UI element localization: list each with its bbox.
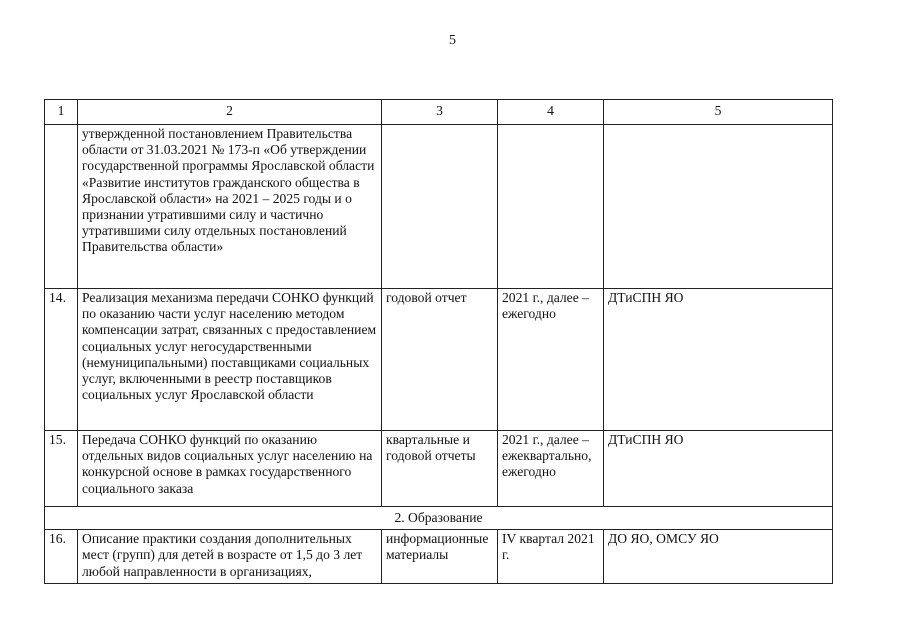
report-form: информационные материалы	[382, 530, 498, 584]
measure-description: Передача СОНКО функций по оказанию отдельных видов социальных услуг населению на конкурсной основе в рамках государственного социального заказа	[78, 431, 382, 507]
measure-description: Описание практики создания дополнительных мест (групп) для детей в возрасте от 1,5 до 3 лет любой направленности в организациях,	[78, 530, 382, 584]
table-row	[45, 289, 833, 431]
header-row	[45, 100, 833, 125]
report-form	[382, 125, 498, 289]
header-col-2: 2	[78, 100, 382, 125]
page-number: 5	[449, 33, 456, 48]
deadline	[498, 125, 604, 289]
deadline: IV квартал 2021 г.	[498, 530, 604, 584]
row-number	[45, 125, 78, 289]
report-form: годовой отчет	[382, 289, 498, 431]
row-number: 15.	[45, 431, 78, 507]
row-number: 14.	[45, 289, 78, 431]
responsible: ДТиСПН ЯО	[604, 431, 833, 507]
continuation-row	[45, 125, 833, 289]
section-title: 2. Образование	[45, 507, 833, 530]
measure-description: утвержденной постановлением Правительства области от 31.03.2021 № 173-п «Об утверждении государственной программы Ярославской области «Развитие институтов гражданского общества в Ярославской области» на 2021 – 2025 годы и о признании утратившими силу и частично утратившими силу отдельных постановлений Правительства области»	[78, 125, 382, 289]
measure-description: Реализация механизма передачи СОНКО функций по оказанию части услуг населению методом компенсации затрат, связанных с предоставлением социальных услуг негосударственными (немуниципальными) поставщиками социальных услуг, включенными в реестр поставщиков социальных услуг Ярославской области	[78, 289, 382, 431]
report-form: квартальные и годовой отчеты	[382, 431, 498, 507]
responsible: ДТиСПН ЯО	[604, 289, 833, 431]
header-col-1: 1	[45, 100, 78, 125]
deadline: 2021 г., далее – ежегодно	[498, 289, 604, 431]
deadline: 2021 г., далее – ежеквартально, ежегодно	[498, 431, 604, 507]
header-col-3: 3	[382, 100, 498, 125]
responsible: ДО ЯО, ОМСУ ЯО	[604, 530, 833, 584]
row-number: 16.	[45, 530, 78, 584]
measures-table	[44, 99, 833, 584]
responsible	[604, 125, 833, 289]
table-row	[45, 431, 833, 507]
table-row	[45, 530, 833, 584]
header-col-5: 5	[604, 100, 833, 125]
header-col-4: 4	[498, 100, 604, 125]
section-row	[45, 507, 833, 530]
